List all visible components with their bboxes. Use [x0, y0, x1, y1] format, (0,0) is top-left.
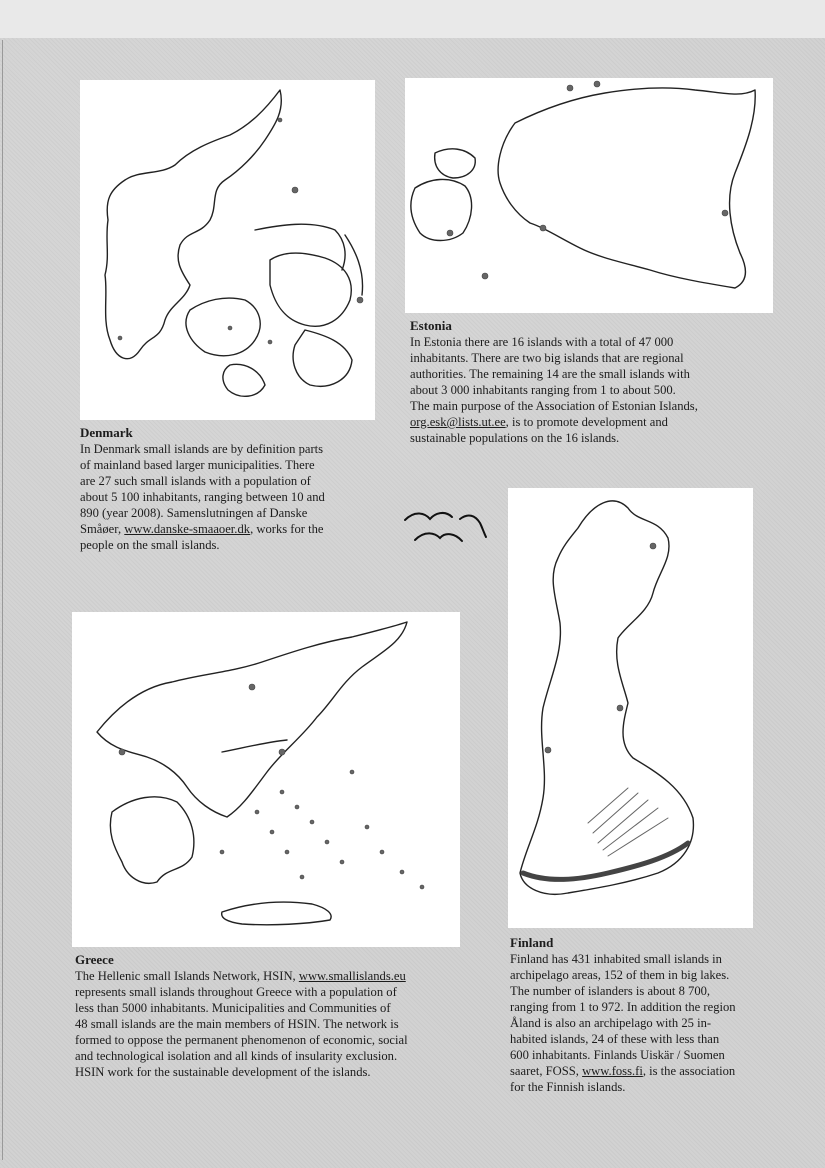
- estonia-text: [410, 318, 810, 446]
- finland-line-6: habited islands, 24 of these with less than: [510, 1032, 720, 1046]
- denmark-text: [80, 425, 380, 553]
- estonia-line-6: [410, 414, 810, 430]
- estonia-line-1: In Estonia there are 16 islands with a total of 47 000: [410, 335, 674, 349]
- greece-line-4: 48 small islands are the main members of HSIN. The network is: [75, 1017, 399, 1031]
- estonia-line-3: authorities. The remaining 14 are the small islands with: [410, 367, 690, 381]
- denmark-title: Denmark: [80, 425, 133, 440]
- estonia-map-drawing: [405, 78, 773, 313]
- finland-line-3: The number of islanders is about 8 700,: [510, 984, 711, 998]
- finland-website-link[interactable]: www.foss.fi: [582, 1064, 643, 1078]
- estonia-email-link[interactable]: org.esk@lists.ut.ee: [410, 415, 506, 429]
- finland-text: [510, 935, 810, 1095]
- denmark-line-5: 890 (year 2008). Samenslutningen af Danske: [80, 506, 308, 520]
- finland-map-drawing: [508, 488, 753, 928]
- denmark-line-6-after: , works for the: [250, 522, 324, 536]
- greece-line-6: and technological isolation and all kinds of insularity exclusion.: [75, 1049, 398, 1063]
- finland-line-8-text: saaret, FOSS,: [510, 1064, 583, 1078]
- finland-line-8-after: , is the association: [642, 1064, 736, 1078]
- greece-line-7: HSIN work for the sustainable development of the islands.: [75, 1065, 371, 1079]
- estonia-line-4: about 3 000 inhabitants ranging from 1 to about 500.: [410, 383, 676, 397]
- estonia-line-5: The main purpose of the Association of Estonian Islands,: [410, 399, 698, 413]
- greece-line-5: formed to oppose the permanent phenomenon of economic, social: [75, 1033, 408, 1047]
- estonia-line-2: inhabitants. There are two big islands that are regional: [410, 351, 684, 365]
- denmark-line-4: about 5 100 inhabitants, ranging between 10 and: [80, 490, 325, 504]
- finland-title: Finland: [510, 935, 554, 950]
- finland-line-4: ranging from 1 to 972. In addition the region: [510, 1000, 736, 1014]
- estonia-title: Estonia: [410, 318, 452, 333]
- finland-line-9: for the Finnish islands.: [510, 1080, 626, 1094]
- finland-map: [508, 488, 753, 928]
- finland-line-1: Finland has 431 inhabited small islands in: [510, 952, 722, 966]
- estonia-line-7: sustainable populations on the 16 islands.: [410, 431, 620, 445]
- denmark-line-1: In Denmark small islands are by definition parts: [80, 442, 324, 456]
- greece-title: Greece: [75, 952, 114, 967]
- estonia-line-6-after: , is to promote development and: [505, 415, 668, 429]
- finland-line-7: 600 inhabitants. Finlands Uiskär / Suomen: [510, 1048, 725, 1062]
- scan-edge: [2, 40, 3, 1160]
- denmark-line-6: [80, 521, 380, 537]
- greece-line-3: less than 5000 inhabitants. Municipalities and Communities of: [75, 1001, 391, 1015]
- denmark-line-7: people on the small islands.: [80, 538, 220, 552]
- denmark-line-6-text: Småøer,: [80, 522, 125, 536]
- finland-line-2: archipelago areas, 152 of them in big lakes.: [510, 968, 730, 982]
- greece-text: [75, 952, 495, 1080]
- greece-line-1: [75, 968, 495, 984]
- birds-doodle-icon: [400, 505, 500, 555]
- denmark-map-drawing: [80, 80, 375, 420]
- greece-line-1-text: The Hellenic small Islands Network, HSIN,: [75, 969, 299, 983]
- denmark-line-2: of mainland based larger municipalities. There: [80, 458, 315, 472]
- denmark-website-link[interactable]: www.danske-smaaoer.dk: [124, 522, 251, 536]
- finland-line-5: Åland is also an archipelago with 25 in-: [510, 1016, 712, 1030]
- greece-website-link[interactable]: www.smallislands.eu: [298, 969, 406, 983]
- finland-line-8: [510, 1063, 810, 1079]
- denmark-line-3: are 27 such small islands with a population of: [80, 474, 311, 488]
- top-strip: [0, 0, 825, 38]
- estonia-map: [405, 78, 773, 313]
- greece-line-2: represents small islands throughout Greece with a population of: [75, 985, 397, 999]
- greece-map-drawing: [72, 612, 460, 947]
- greece-map: [72, 612, 460, 947]
- denmark-map: [80, 80, 375, 420]
